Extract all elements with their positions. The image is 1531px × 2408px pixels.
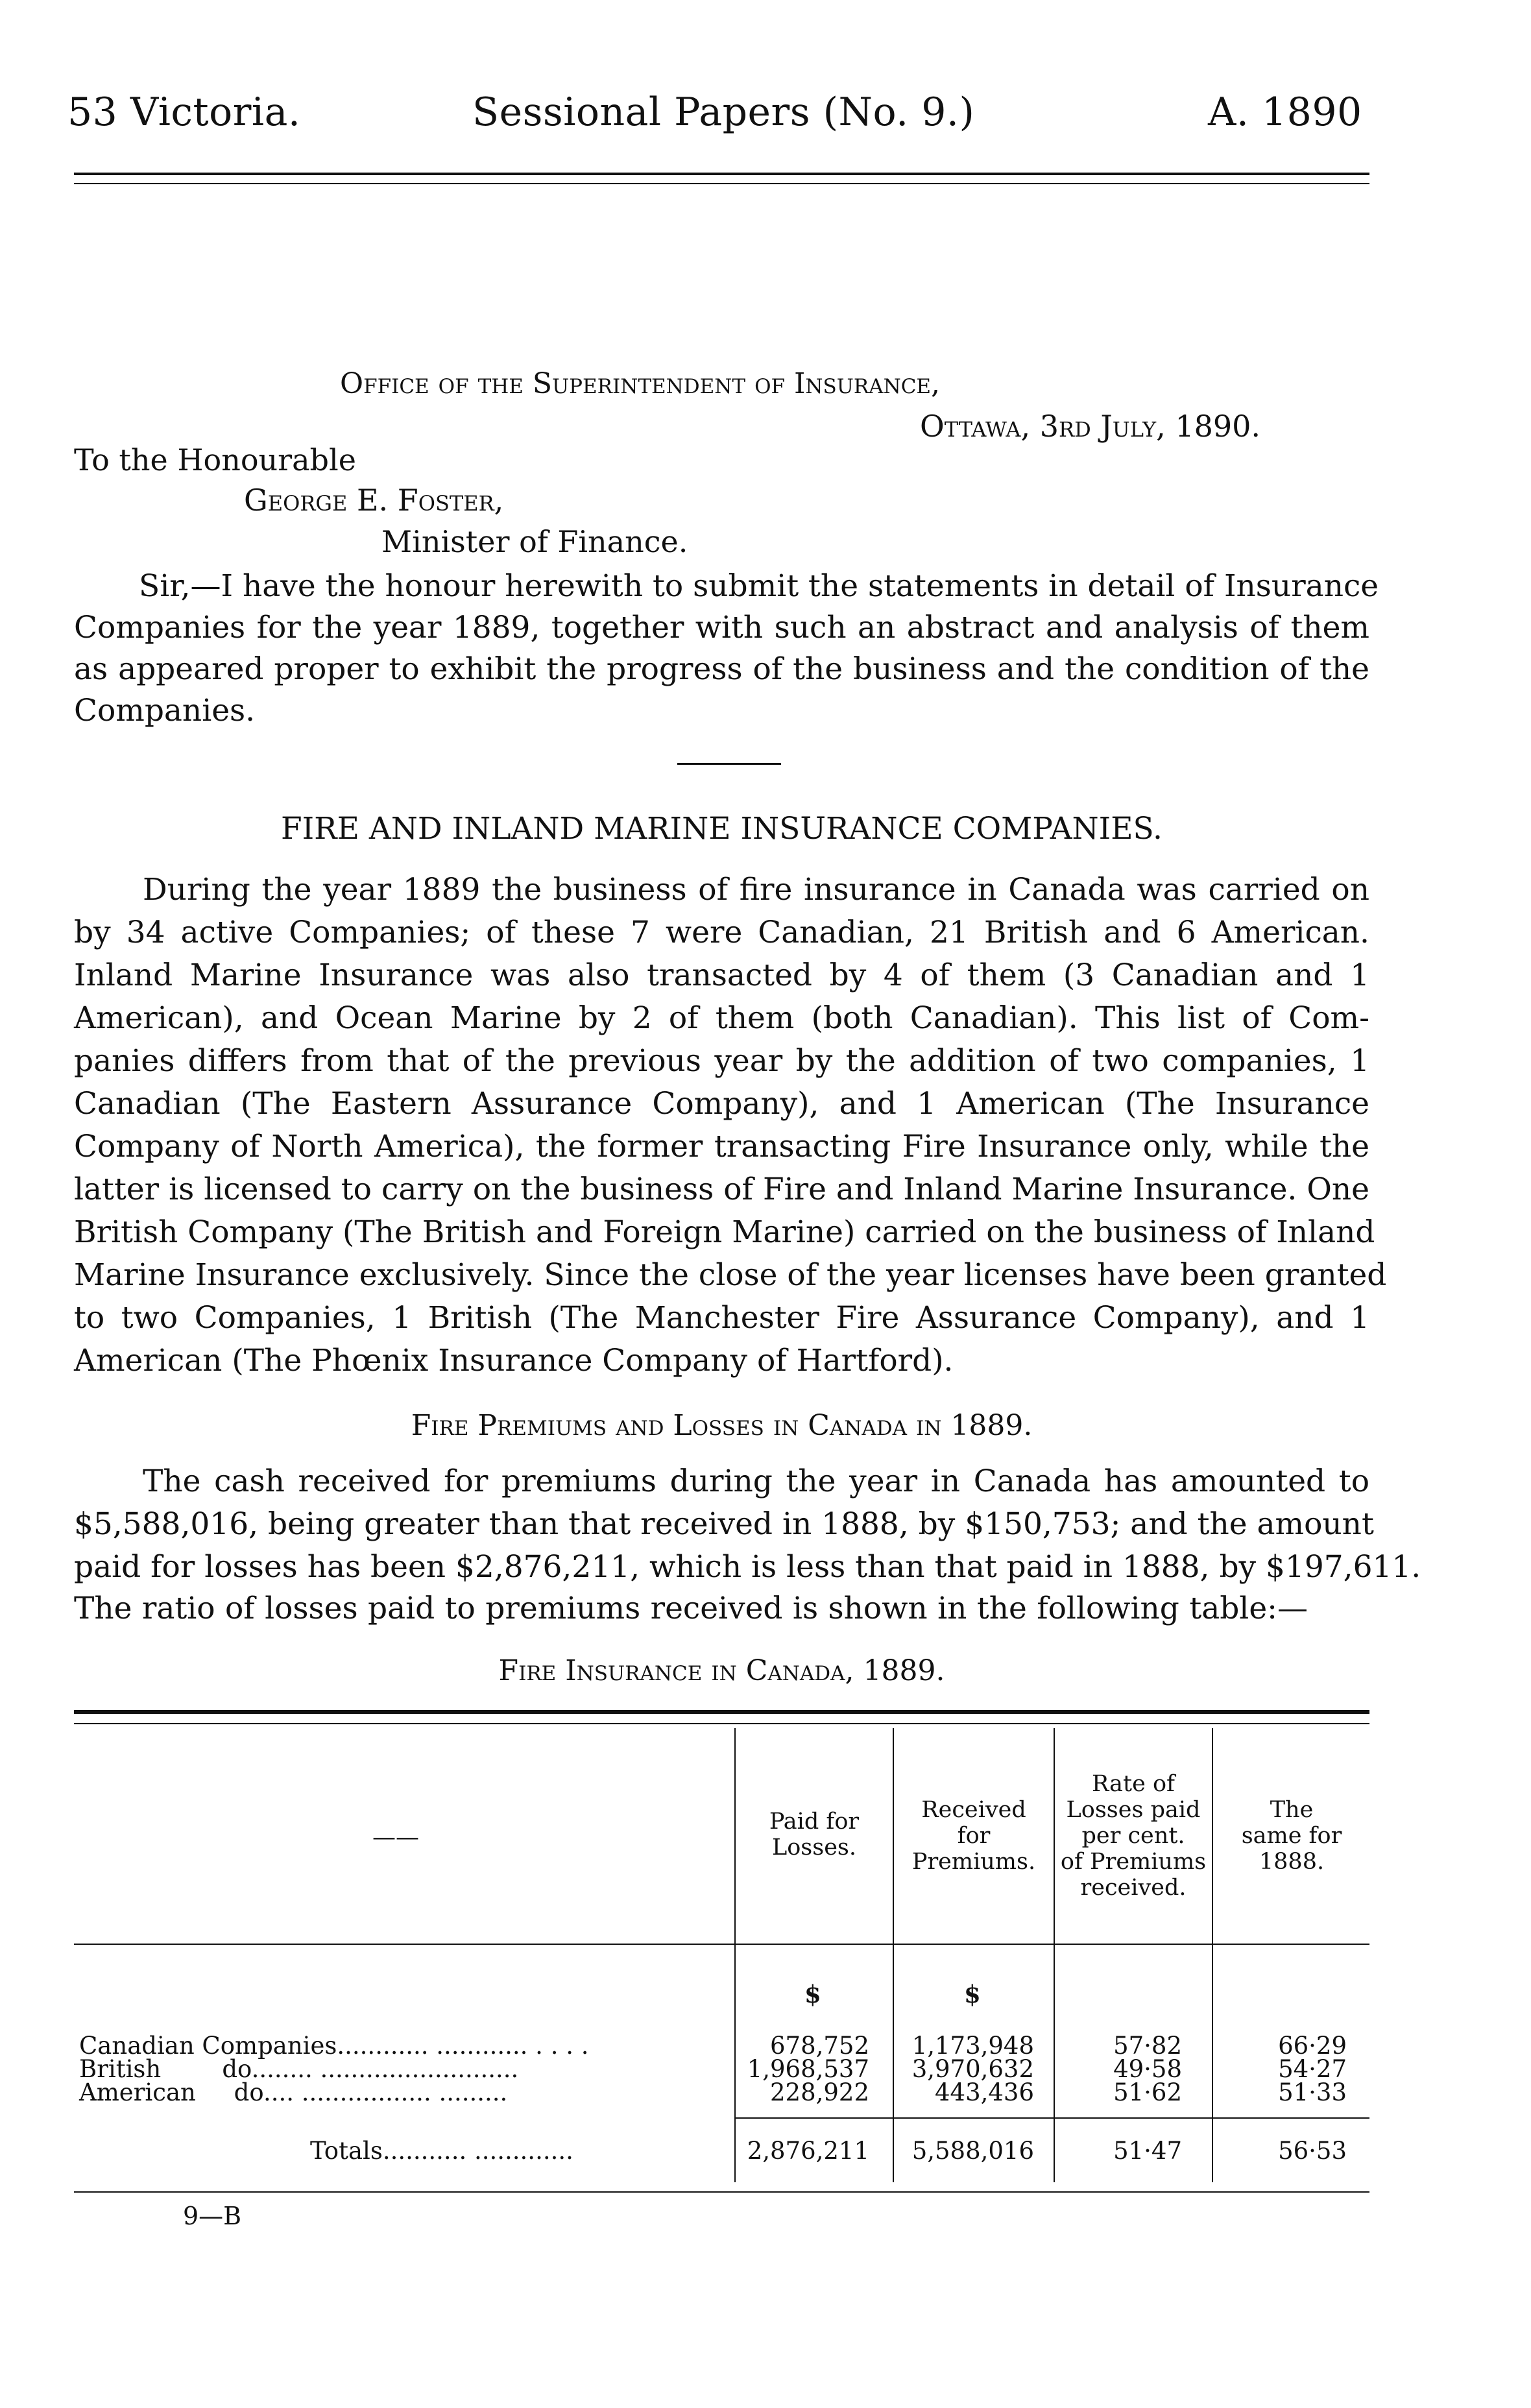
header-line: Paid for: [769, 1809, 860, 1835]
addressee-title: Minister of Finance.: [381, 524, 688, 559]
row-leader: .... ................. .........: [263, 2078, 508, 2106]
total-paid-losses: 2,876,211: [747, 2137, 869, 2165]
totals-rule: [736, 2117, 1369, 2119]
col-header-paid-losses: [737, 1809, 891, 1860]
cell-paid-losses: 1,968,537: [747, 2055, 869, 2083]
header-left: 53 Victoria.: [67, 90, 301, 135]
para1-line: Marine Insurance exclusively. Since the close of the year licenses have been granted: [74, 1257, 1387, 1293]
table-header-rule: [74, 1944, 1369, 1945]
cell-received-premiums: 1,173,948: [911, 2032, 1034, 2060]
total-same-1888: 56·53: [1278, 2137, 1347, 2165]
row-leader: ............ ............ . . . .: [337, 2032, 589, 2060]
addressee-name: George E. Foster,: [244, 483, 504, 518]
cell-rate: 57·82: [1113, 2032, 1182, 2060]
cell-received-premiums: 443,436: [934, 2078, 1034, 2106]
col-divider: [734, 1728, 736, 2182]
cell-rate: 49·58: [1113, 2055, 1182, 2083]
table-rule-bottom: [74, 2191, 1369, 2193]
header-line: per cent.: [1081, 1823, 1185, 1849]
signature-mark: 9—B: [183, 2202, 242, 2230]
table-rule-top-thin: [74, 1723, 1369, 1724]
header-line: for: [957, 1823, 991, 1849]
cell-paid-losses: 228,922: [769, 2078, 869, 2106]
table-title-text: Fire Insurance in Canada, 1889.: [498, 1654, 945, 1687]
header-right: A. 1890: [1208, 90, 1362, 135]
intro-line: Sir,—I have the honour herewith to submit the statements in detail of Insurance: [139, 568, 1379, 604]
section-divider: [677, 763, 781, 765]
para1-line: During the year 1889 the business of fire insurance in Canada was carried on: [143, 872, 1369, 908]
para1-line: Canadian (The Eastern Assurance Company), and 1 American (The Insurance: [74, 1086, 1369, 1122]
total-rate: 51·47: [1113, 2137, 1182, 2165]
para1-line: by 34 active Companies; of these 7 were Canadian, 21 British and 6 American.: [74, 915, 1369, 950]
col-header-received-premiums: [895, 1797, 1052, 1875]
col-divider: [1212, 1728, 1213, 2182]
header-line: The: [1270, 1797, 1314, 1823]
cell-same-1888: 66·29: [1278, 2032, 1347, 2060]
intro-line: Companies.: [74, 693, 256, 728]
header-rule-top: [74, 173, 1369, 175]
col-divider: [1054, 1728, 1055, 2182]
header-line: Received: [921, 1797, 1026, 1823]
para1-line: to two Companies, 1 British (The Manchester Fire Assurance Company), and 1: [74, 1300, 1369, 1336]
salutation: To the Honourable: [74, 442, 356, 477]
totals-label-text: Totals: [310, 2137, 383, 2165]
intro-line: as appeared proper to exhibit the progress of the business and the condition of the: [74, 651, 1369, 687]
col-divider: [893, 1728, 894, 2182]
cell-rate: 51·62: [1113, 2078, 1182, 2106]
header-line: received.: [1080, 1875, 1187, 1901]
cell-same-1888: 51·33: [1278, 2078, 1347, 2106]
header-line: Rate of: [1092, 1771, 1175, 1797]
para1-line: latter is licensed to carry on the business of Fire and Inland Marine Insurance. One: [74, 1172, 1369, 1207]
intro-line: Companies for the year 1889, together with such an abstract and analysis of them: [74, 610, 1369, 645]
totals-label: [310, 2138, 573, 2164]
cell-received-premiums: 3,970,632: [911, 2055, 1034, 2083]
header-center: Sessional Papers (No. 9.): [472, 90, 975, 135]
office-line: Office of the Superintendent of Insurance,: [340, 367, 941, 400]
header-line: same for: [1241, 1823, 1342, 1849]
place-date-text: Ottawa, 3rd July, 1890.: [920, 409, 1261, 444]
row-leader: ........ ..........................: [251, 2055, 519, 2083]
header-line: of Premiums: [1060, 1849, 1207, 1875]
row-label: [79, 2080, 507, 2106]
para1-line: Company of North America), the former transacting Fire Insurance only, while the: [74, 1129, 1369, 1164]
para2-line: The ratio of losses paid to premiums received is shown in the following table:—: [74, 1591, 1308, 1626]
header-line: Losses paid: [1066, 1797, 1201, 1823]
row-label-text: British do: [79, 2055, 252, 2083]
para1-line: panies differs from that of the previous year by the addition of two companies, 1: [74, 1043, 1369, 1079]
row-label-text: Canadian Companies: [79, 2032, 337, 2060]
section-heading: FIRE AND INLAND MARINE INSURANCE COMPANIES.: [281, 811, 1163, 847]
para2-line: $5,588,016, being greater than that received in 1888, by $150,753; and the amount: [74, 1506, 1374, 1542]
totals-leader: ........... .............: [382, 2137, 573, 2165]
cell-paid-losses: 678,752: [769, 2032, 869, 2060]
subheading: Fire Premiums and Losses in Canada in 1889.: [411, 1409, 1033, 1442]
para1-line: American (The Phœnix Insurance Company of Hartford).: [74, 1343, 954, 1379]
para1-line: Inland Marine Insurance was also transacted by 4 of them (3 Canadian and 1: [74, 957, 1369, 993]
col-header-rate: [1056, 1771, 1211, 1901]
unit-dollar: $: [804, 1980, 821, 2008]
para2-line: paid for losses has been $2,876,211, which is less than that paid in 1888, by $197,611.: [74, 1549, 1421, 1585]
header-line: Losses.: [771, 1835, 857, 1860]
table-title: [74, 1654, 1369, 1687]
table-rule-top: [74, 1710, 1369, 1714]
row-label-text: American do: [79, 2078, 263, 2106]
stub-dash: ——: [372, 1824, 419, 1851]
para1-line: British Company (The British and Foreign Marine) carried on the business of Inland: [74, 1214, 1375, 1250]
para1-line: American), and Ocean Marine by 2 of them (both Canadian). This list of Com-: [74, 1000, 1369, 1036]
header-line: 1888.: [1259, 1849, 1325, 1875]
cell-same-1888: 54·27: [1278, 2055, 1347, 2083]
header-line: Premiums.: [911, 1849, 1036, 1875]
unit-dollar: $: [964, 1980, 981, 2008]
total-received-premiums: 5,588,016: [911, 2137, 1034, 2165]
col-header-same-1888: [1214, 1797, 1369, 1875]
place-date: [920, 405, 1260, 448]
header-rule-bottom: [74, 183, 1369, 184]
para2-line: The cash received for premiums during the year in Canada has amounted to: [143, 1463, 1369, 1499]
